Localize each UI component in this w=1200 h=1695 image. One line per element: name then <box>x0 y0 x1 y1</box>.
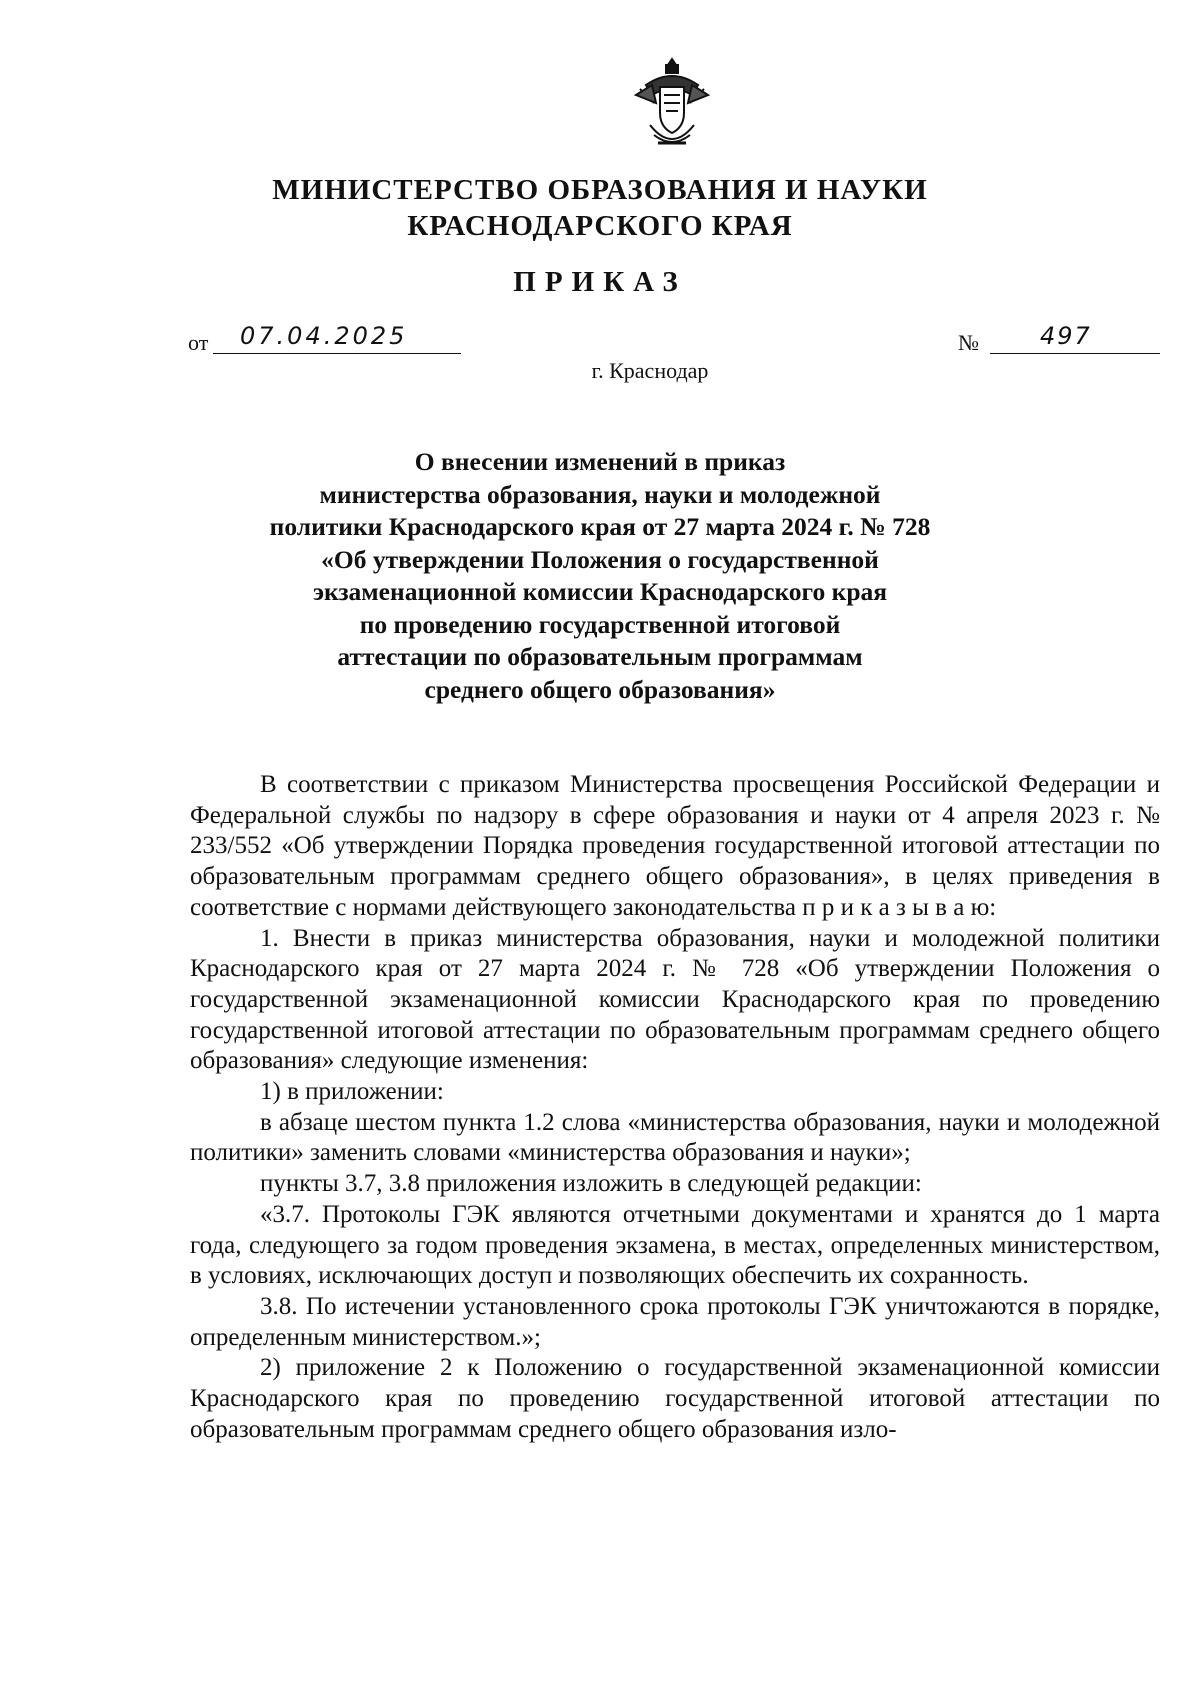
body-paragraph: в абзаце шестом пункта 1.2 слова «министерства образования, науки и молодежной политики» заменить словами «министерства образования и науки»; <box>190 1108 1160 1167</box>
body-paragraph-subitem-1: 1) в приложении: <box>260 1078 444 1106</box>
date-prefix: от <box>188 330 209 355</box>
body-paragraph-quote-3-7: «3.7. Протоколы ГЭК являются отчетными документами и хранятся до 1 марта года, следующего за годом проведения экзамена, в местах, определенных министерством, в условиях, исключающих доступ и позволяющих обеспечить их сохранность. <box>190 1200 1160 1290</box>
ministry-name <box>150 172 1050 244</box>
subject-line: среднего общего образования» <box>424 674 776 704</box>
document-type-title: ПРИКАЗ <box>513 266 687 298</box>
body-paragraph-preamble: В соответствии с приказом Министерства просвещения Российской Федерации и Федеральной службы по надзору в сфере образования и науки от 4 апреля 2023 г. № 233/552 «Об утверждении Порядка проведения государственной итоговой аттестации по образовательным программам среднего общего образования», в целях приведения в соответствие с нормами действующего законодательства п р и к а з ы в а ю: <box>190 771 1160 921</box>
subject-line: по проведению государственной итоговой <box>359 609 841 639</box>
body-paragraph-quote-3-8: 3.8. По истечении установленного срока протоколы ГЭК уничтожаются в порядке, определенным министерством.»; <box>190 1292 1160 1351</box>
handwritten-date: 07.04.2025 <box>240 322 408 350</box>
ministry-name-line2: КРАСНОДАРСКОГО КРАЯ <box>407 210 793 242</box>
subject-line: «Об утверждении Положения о государственной <box>321 544 879 574</box>
coat-of-arms-icon <box>632 55 712 155</box>
body-paragraph-subitem-2: 2) приложение 2 к Положению о государственной экзаменационной комиссии Краснодарского края по проведению государственной итоговой аттестации по образовательным программам среднего общего образования изло- <box>190 1354 1160 1443</box>
body-paragraph-item-1: 1. Внести в приказ министерства образования, науки и молодежной политики Краснодарского края от 27 марта 2024 г. № 728 «Об утверждении Положения о государственной экзаменационной комиссии Краснодарского края по проведению государственной итоговой аттестации по образовательным программам среднего общего образования» следующие изменения: <box>190 924 1160 1075</box>
subject-line: министерства образования, науки и молодежной <box>319 479 881 509</box>
number-underline <box>990 353 1160 354</box>
handwritten-number: 497 <box>1040 322 1092 350</box>
city-label: г. Краснодар <box>591 358 709 383</box>
ministry-name-line1: МИНИСТЕРСТВО ОБРАЗОВАНИЯ И НАУКИ <box>272 174 928 206</box>
date-underline <box>213 353 461 354</box>
subject-line: политики Краснодарского края от 27 марта 2024 г. № 728 <box>269 512 931 541</box>
subject-line: экзаменационной комиссии Краснодарского края <box>312 577 888 606</box>
subject-line: О внесении изменений в приказ <box>414 447 786 476</box>
document-subject <box>250 446 950 706</box>
body-paragraph: пункты 3.7, 3.8 приложения изложить в следующей редакции: <box>260 1170 922 1198</box>
subject-line: аттестации по образовательным программам <box>337 642 863 671</box>
number-prefix: № <box>958 330 979 355</box>
document-body <box>190 770 1160 1445</box>
